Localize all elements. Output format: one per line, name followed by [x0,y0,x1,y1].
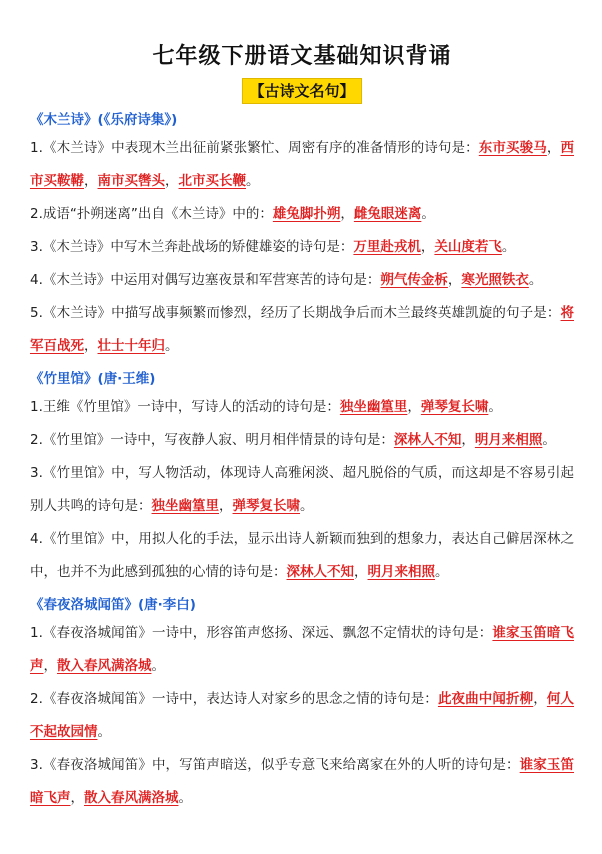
answer-text: 南市买辔头 [97,173,165,189]
question-item [30,297,574,363]
punctuation: 。 [151,658,165,674]
answer-text: 西市买鞍鞯 [30,140,574,189]
answer-text: 深林人不知 [393,432,462,448]
answer-text: 北市买长鞭 [178,173,246,189]
question-text: 1.《春夜洛城闻笛》一诗中，形容笛声悠扬、深远、飘忽不定情状的诗句是： [30,625,493,641]
punctuation: ， [546,140,561,156]
answer-text: 万里赴戎机 [353,239,421,255]
punctuation: ， [84,338,98,354]
page-title: 七年级下册语文基础知识背诵 [152,43,452,69]
punctuation: 。 [435,564,449,580]
punctuation: ， [165,173,179,189]
punctuation: 。 [421,206,435,222]
answer-text: 独坐幽篁里 [151,498,219,514]
answer-text: 何人不起故园情 [30,691,575,740]
question-text: 2.《春夜洛城闻笛》一诗中，表达诗人对家乡的思念之情的诗句是： [30,691,438,707]
section-banner: 【古诗文名句】 [242,78,361,104]
answer-text: 雄兔脚扑朔 [272,206,341,222]
punctuation: ， [407,399,421,415]
punctuation: ， [533,691,547,707]
punctuation: 。 [246,173,260,189]
question-text: 2.成语“扑朔迷离”出自《木兰诗》中的： [30,206,273,222]
punctuation: 。 [300,498,314,514]
section-heading: 《木兰诗》(《乐府诗集》) [30,112,178,128]
question-item [30,231,574,264]
answer-text: 深林人不知 [286,564,354,580]
question-text: 2.《竹里馆》一诗中，写夜静人寂、明月相伴情景的诗句是： [30,432,394,448]
punctuation: 。 [178,790,192,806]
punctuation: ， [219,498,233,514]
answer-text: 朔气传金柝 [380,272,448,288]
answer-text: 壮士十年归 [97,338,165,354]
question-item [30,391,574,424]
answer-text: 明月来相照 [474,432,543,448]
punctuation: ， [84,173,98,189]
answer-text: 寒光照铁衣 [461,272,529,288]
question-text: 5.《木兰诗》中描写战事频繁而惨烈，经历了长期战争后而木兰最终英雄凯旋的句子是： [30,305,561,321]
question-item [30,523,574,589]
punctuation: ， [70,790,84,806]
question-item [30,749,574,815]
answer-text: 弹琴复长啸 [232,498,300,514]
punctuation: 。 [97,724,111,740]
answer-text: 弹琴复长啸 [420,399,489,415]
section-mulan [30,104,574,363]
question-text: 3.《春夜洛城闻笛》中，写笛声暗送，似乎专意飞来给离家在外的人听的诗句是： [30,757,520,773]
section-chunye [30,589,574,815]
answer-text: 东市买骏马 [478,140,547,156]
question-text: 4.《竹里馆》中，用拟人化的手法，显示出诗人新颖而独到的想象力，表达自己僻居深林之中，也并不为此感到孤独的心情的诗句是： [30,531,574,580]
answer-text: 谁家玉笛暗飞声 [30,757,574,806]
question-text: 4.《木兰诗》中运用对偶写边塞夜景和军营寒苦的诗句是： [30,272,381,288]
answer-text: 关山度若飞 [434,239,502,255]
punctuation: ， [340,206,354,222]
question-item [30,424,574,457]
answer-text: 散入春风满洛城 [84,790,179,806]
punctuation: 。 [528,272,543,288]
banner-row [30,78,574,104]
question-item [30,264,574,297]
answer-text: 雌兔眼迷离 [353,206,422,222]
punctuation: ， [354,564,368,580]
punctuation: 。 [165,338,179,354]
punctuation: ， [43,658,57,674]
question-item [30,457,574,523]
section-heading: 《竹里馆》(唐·王维) [30,371,156,387]
punctuation: 。 [501,239,516,255]
punctuation: 。 [488,399,502,415]
punctuation: 。 [542,432,556,448]
question-item [30,683,574,749]
answer-text: 独坐幽篁里 [339,399,408,415]
punctuation: ， [461,432,475,448]
question-item [30,617,574,683]
answer-text: 将军百战死 [30,305,574,354]
question-text: 1.《木兰诗》中表现木兰出征前紧张繁忙、周密有序的准备情形的诗句是： [30,140,479,156]
answer-text: 明月来相照 [367,564,435,580]
answer-text: 此夜曲中闻折柳 [437,691,534,707]
question-item [30,198,574,231]
punctuation: ， [420,239,435,255]
question-text: 1.王维《竹里馆》一诗中，写诗人的活动的诗句是： [30,399,340,415]
section-heading: 《春夜洛城闻笛》(唐·李白) [30,597,196,613]
question-item [30,132,574,198]
section-zhuliguan [30,363,574,589]
question-text: 3.《竹里馆》中，写人物活动，体现诗人高雅闲淡、超凡脱俗的气质，而这却是不容易引起别人共鸣的诗句是： [30,465,574,514]
punctuation: ， [447,272,462,288]
question-text: 3.《木兰诗》中写木兰奔赴战场的矫健雄姿的诗句是： [30,239,354,255]
answer-text: 散入春风满洛城 [57,658,152,674]
answer-text: 谁家玉笛暗飞声 [30,625,574,674]
